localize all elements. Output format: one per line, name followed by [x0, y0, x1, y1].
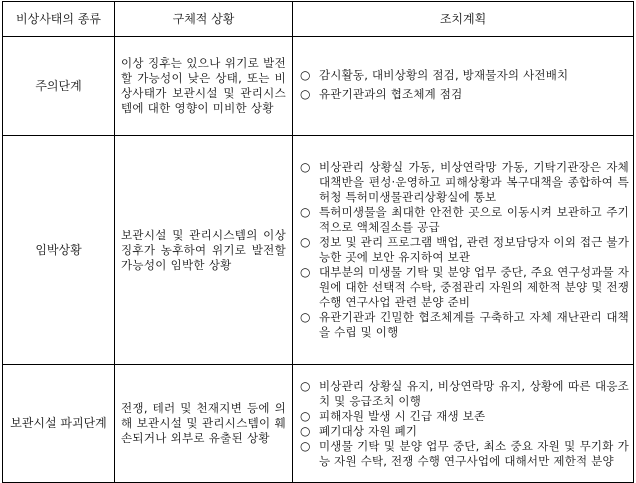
measure-item: ○ 유관기관과의 협조체계 점검	[300, 87, 463, 101]
emergency-response-table	[2, 1, 634, 483]
measure-item: ○ 폐기대상 자원 폐기	[300, 423, 418, 438]
header-specific-situation: 구체적 상황	[115, 2, 293, 37]
measures-cell	[293, 37, 634, 136]
measures-cell	[293, 136, 634, 365]
measure-item: ○ 정보 및 관리 프로그램 백업, 관련 정보담당자 이외 접근 불가능한 곳에 보안 유지하여 보관	[300, 235, 629, 264]
circle-bullet-icon: ○	[300, 423, 311, 438]
measure-item: ○ 비상관리 상황실 유지, 비상연락망 유지, 상황에 따른 대응조치 및 응급조치 이행	[300, 378, 629, 408]
situation-cell: 보관시설 및 관리시스템의 이상 징후가 농후하여 위기로 발전할 가능성이 임박한 상황	[115, 136, 293, 365]
measure-item: ○ 유관기관과 긴밀한 협조체계를 구축하고 자체 재난관리 대책을 수립 및 이행	[300, 310, 629, 339]
level-cell: 보관시설 파괴단계	[3, 365, 115, 483]
measure-item: ○ 대부분의 미생물 기탁 및 분양 업무 중단, 주요 연구성과물 자원에 대한 선택적 수탁, 중점관리 자원의 제한적 분양 및 전쟁 수행 연구사업 관련 분양 준비	[300, 265, 629, 309]
circle-bullet-icon: ○	[300, 68, 311, 82]
circle-bullet-icon: ○	[300, 378, 311, 393]
header-row	[3, 2, 634, 37]
circle-bullet-icon: ○	[300, 87, 311, 101]
measures-list	[299, 379, 629, 469]
situation-cell: 전쟁, 테러 및 천재지변 등에 의해 보관시설 및 관리시스템이 훼손되거나 외부로 유출된 상황	[115, 365, 293, 483]
circle-bullet-icon: ○	[300, 265, 311, 279]
situation-cell: 이상 징후는 있으나 위기로 발전할 가능성이 낮은 상태, 또는 비상사태가 보관시설 및 관리시스템에 대한 영향이 미비한 상황	[115, 37, 293, 136]
table-row	[3, 37, 634, 136]
level-cell: 주의단계	[3, 37, 115, 136]
header-emergency-type: 비상사태의 종류	[3, 2, 115, 37]
level-cell: 임박상황	[3, 136, 115, 365]
circle-bullet-icon: ○	[300, 235, 311, 249]
measures-list	[299, 160, 629, 340]
measure-item: ○ 감시활동, 대비상황의 점검, 방재물자의 사전배치	[300, 68, 569, 82]
header-action-plan: 조치계획	[293, 2, 634, 37]
circle-bullet-icon: ○	[300, 408, 311, 423]
measure-item: ○ 미생물 기탁 및 분양 업무 중단, 최소 중요 자원 및 무기화 가능 자원 수탁, 전쟁 수행 연구사업에 대해서만 제한적 분양	[300, 438, 629, 468]
circle-bullet-icon: ○	[300, 438, 311, 453]
table-row	[3, 365, 634, 483]
measures-cell	[293, 365, 634, 483]
measure-item: ○ 피해자원 발생 시 긴급 재생 보존	[300, 408, 486, 423]
measure-item: ○ 특허미생물을 최대한 안전한 곳으로 이동시켜 보관하고 주기적으로 액체질소를 공급	[300, 205, 629, 234]
circle-bullet-icon: ○	[300, 205, 311, 219]
measure-item: ○ 비상관리 상황실 가동, 비상연락망 가동, 기탁기관장은 자체대책반을 편성·운영하고 피해상황과 복구대책을 종합하여 특허청 특허미생물관리상황실에 통보	[300, 160, 629, 204]
table-row	[3, 136, 634, 365]
circle-bullet-icon: ○	[300, 310, 311, 324]
circle-bullet-icon: ○	[300, 160, 311, 174]
measures-list	[299, 68, 629, 102]
